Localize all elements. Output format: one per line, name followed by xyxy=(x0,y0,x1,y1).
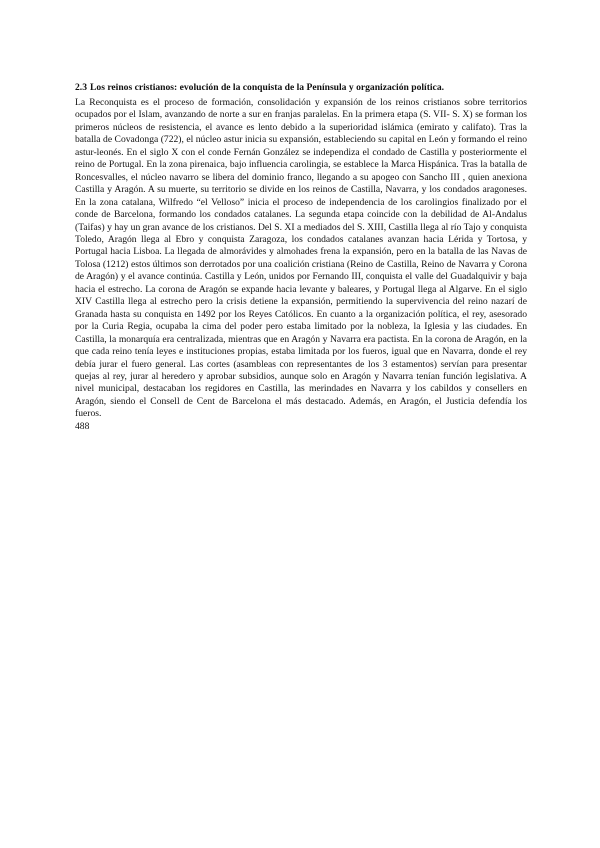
page-number: 488 xyxy=(75,420,90,432)
section-heading xyxy=(75,81,527,94)
section-number: 2.3 xyxy=(75,82,87,93)
body-paragraph: La Reconquista es el proceso de formación, consolidación y expansión de los reinos cristianos sobre territorios ocupados por el Islam, avanzando de norte a sur en franjas paralelas. En la primera etapa (S. VII- S. X) se forman los primeros núcleos de resistencia, el avance es lento debido a la superioridad islámica (emirato y califato). Tras la batalla de Covadonga (722), el núcleo astur inicia su expansión, estableciendo su capital en León y formando el reino astur-leonés. En el siglo X con el conde Fernán González se independiza el condado de Castilla y posteriormente el reino de Portugal. En la zona pirenaica, bajo influencia carolingia, se establece la Marca Hispánica. Tras la batalla de Roncesvalles, el núcleo navarro se libera del dominio franco, llegando a su apogeo con Sancho III , quien anexiona Castilla y Aragón. A su muerte, su territorio se divide en los reinos de Castilla, Navarra, y los condados aragoneses. En la zona catalana, Wilfredo “el Velloso” inicia el proceso de independencia de los carolingios finalizado por el conde de Barcelona, formando los condados catalanes. La segunda etapa coincide con la debilidad de Al-Andalus (Taifas) y hay un gran avance de los cristianos. Del S. XI a mediados del S. XIII, Castilla llega al río Tajo y conquista Toledo, Aragón llega al Ebro y conquista Zaragoza, los condados catalanes avanzan hacia Lérida y Tortosa, y Portugal hacia Lisboa. La llegada de almorávides y almohades frena la expansión, pero en la batalla de las Navas de Tolosa (1212) estos últimos son derrotados por una coalición cristiana (Reino de Castilla, Reino de Navarra y Corona de Aragón) y el avance continúa. Castilla y León, unidos por Fernando III, conquista el valle del Guadalquivir y baja hacia el estrecho. La corona de Aragón se expande hacia levante y baleares, y Portugal llega al Algarve. En el siglo XIV Castilla llega al estrecho pero la crisis detiene la expansión, permitiendo la supervivencia del reino nazarí de Granada hasta su conquista en 1492 por los Reyes Católicos. En cuanto a la organización política, el rey, asesorado por la Curia Regia, ocupaba la cima del poder pero estaba limitado por la nobleza, la Iglesia y las ciudades. En Castilla, la monarquía era centralizada, mientras que en Aragón y Navarra era pactista. En la corona de Aragón, en la que cada reino tenía leyes e instituciones propias, estaba limitada por los fueros, igual que en Navarra, donde el rey debía jurar el fuero general. Las cortes (asambleas con representantes de los 3 estamentos) servían para presentar quejas al rey, jurar al heredero y aprobar subsidios, aunque solo en Aragón y Navarra tenían función legislativa. A nivel municipal, destacaban los regidores en Castilla, las merindades en Navarra y los cabildos y consellers en Aragón, siendo el Consell de Cent de Barcelona el más destacado. Además, en Aragón, el Justicia defendía los fueros. xyxy=(75,97,527,420)
section-title: Los reinos cristianos: evolución de la conquista de la Península y organización política. xyxy=(90,82,445,93)
document-page xyxy=(75,81,527,433)
